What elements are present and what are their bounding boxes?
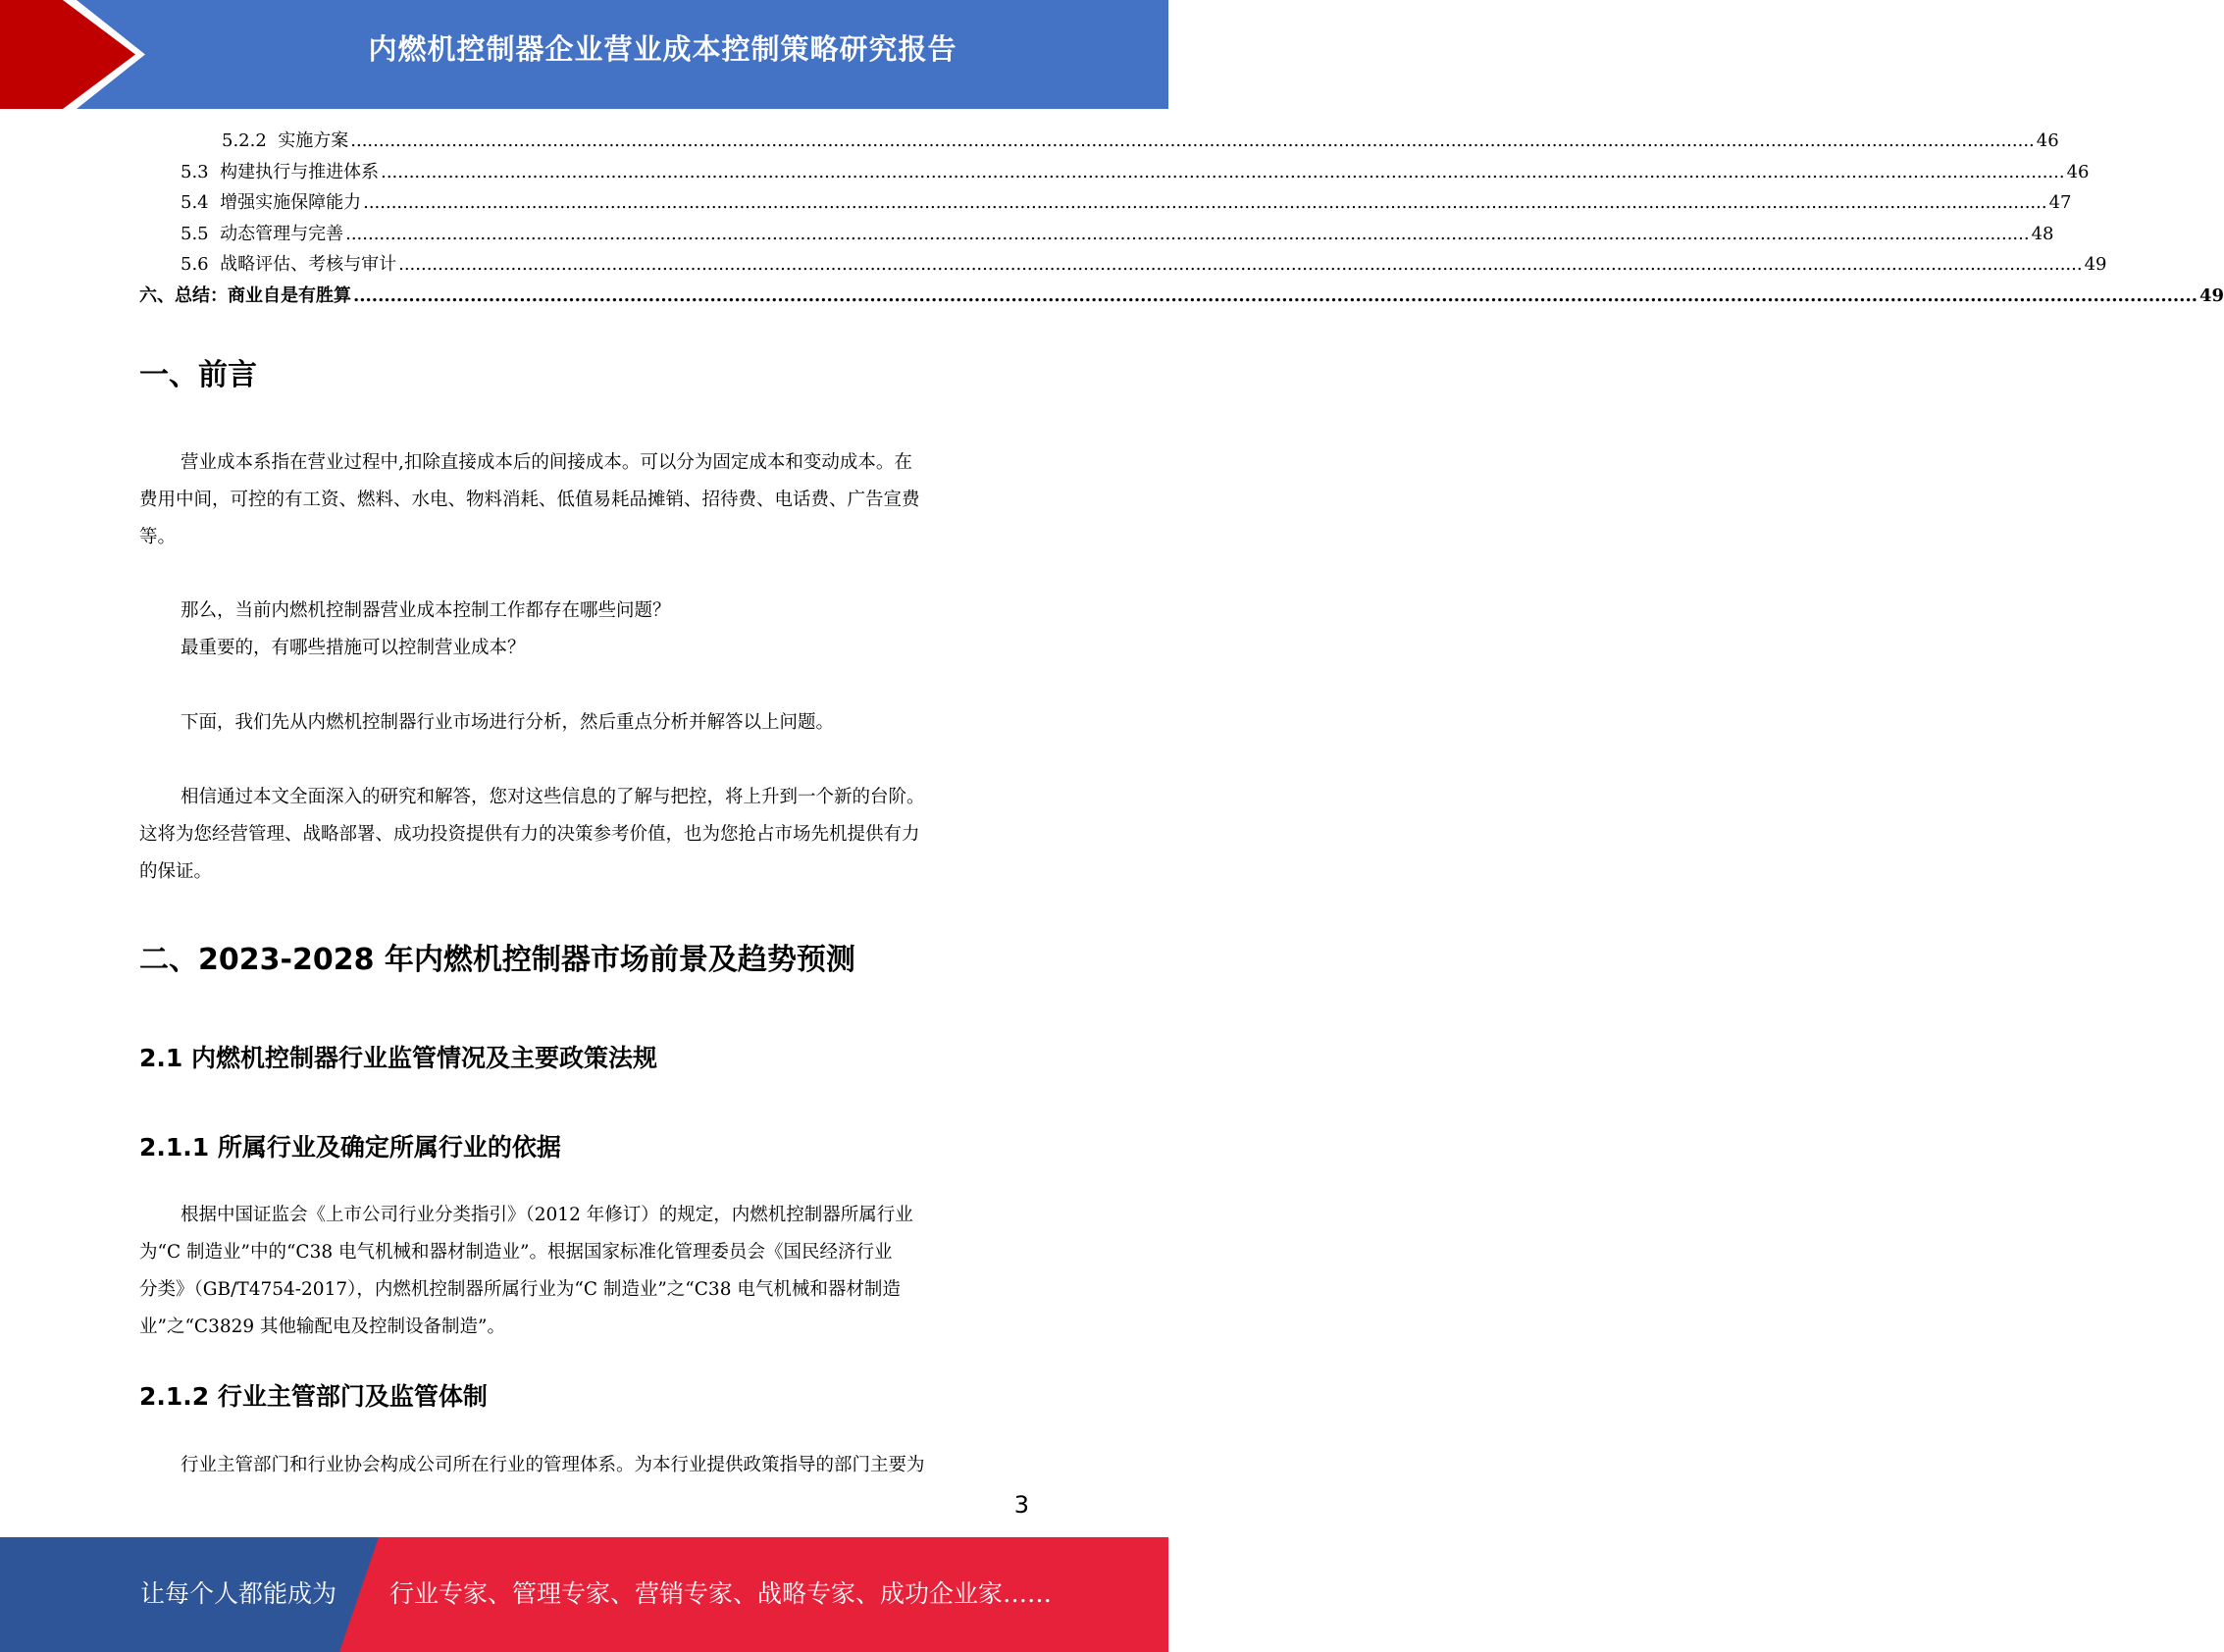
toc-entry[interactable] [139, 249, 2107, 281]
page-number: 3 [1013, 1491, 1029, 1519]
toc-entry-label: 构建执行与推进体系 [220, 161, 380, 182]
toc-entry[interactable] [139, 281, 2224, 312]
toc-entry[interactable] [139, 157, 2090, 188]
footer-slogan-right: 行业专家、管理专家、营销专家、战略专家、成功企业家…… [389, 1579, 1053, 1608]
text-line: 费用中间，可控的有工资、燃料、水电、物料消耗、低值易耗品摊销、招待费、电话费、广告宣费 [139, 490, 920, 510]
toc-leader-dots: ............................................................................................................................................................................................................................................................................................................ [381, 161, 2065, 182]
text-line: 这将为您经营管理、战略部署、成功投资提供有力的决策参考价值，也为您抢占市场先机提供有力 [139, 824, 920, 845]
paragraph-preface-3 [139, 704, 1028, 742]
footer-slogan-left: 让每个人都能成为 [140, 1579, 337, 1608]
page-header [0, 0, 1168, 109]
subsection-heading-2-1-1: 2.1.1 所属行业及确定所属行业的依据 [139, 1133, 561, 1162]
toc-entry-label: 增强实施保障能力 [220, 192, 362, 213]
toc-entry-number: 5.3 [181, 161, 209, 182]
subsection-heading-2-1: 2.1 内燃机控制器行业监管情况及主要政策法规 [139, 1044, 657, 1072]
toc-entry-spacer [209, 219, 220, 250]
toc-entry-label: 实施方案 [278, 130, 349, 151]
toc-leader-dots: ............................................................................................................................................................................................................................................................................................................ [363, 192, 2047, 213]
text-line: 相信通过本文全面深入的研究和解答，您对这些信息的了解与把控，将上升到一个新的台阶。 [181, 787, 925, 807]
toc-leader-dots: ............................................................................................................................................................................................................................................................................................................ [353, 284, 2198, 306]
toc-entry-label: 战略评估、考核与审计 [220, 254, 397, 275]
paragraph-preface-2 [139, 593, 1028, 667]
text-line: 的保证。 [139, 861, 213, 882]
toc-entry-label: 动态管理与完善 [220, 223, 344, 244]
subsection-heading-2-1-2: 2.1.2 行业主管部门及监管体制 [139, 1382, 488, 1411]
text-line: 为“C 制造业”中的“C38 电气机械和器材制造业”。根据国家标准化管理委员会《国民经济行业 [139, 1242, 893, 1263]
text-line: 那么，当前内燃机控制器营业成本控制工作都存在哪些问题？ [181, 600, 671, 621]
toc-entry[interactable] [139, 187, 2072, 219]
toc-entry[interactable] [139, 219, 2054, 250]
toc-leader-dots: ............................................................................................................................................................................................................................................................................................................ [350, 130, 2035, 151]
toc-entry-number: 5.2.2 [222, 130, 267, 151]
toc-entry-label: 总结：商业自是有胜算 [175, 284, 351, 306]
text-line: 等。 [139, 527, 177, 547]
toc-entry-page: 46 [2066, 161, 2090, 182]
toc-entry[interactable] [139, 126, 2059, 157]
toc-entry-spacer [209, 187, 220, 219]
text-line: 最重要的，有哪些措施可以控制营业成本？ [181, 638, 526, 658]
table-of-contents [139, 126, 2224, 311]
text-line: 营业成本系指在营业过程中,扣除直接成本后的间接成本。可以分为固定成本和变动成本。在 [181, 452, 912, 473]
header-arrow-decoration [0, 0, 167, 109]
paragraph-industry-classification [139, 1197, 1028, 1346]
toc-leader-dots: ............................................................................................................................................................................................................................................................................................................ [398, 254, 2083, 275]
toc-entry-spacer [209, 157, 220, 188]
header-title: 内燃机控制器企业营业成本控制策略研究报告 [368, 32, 957, 66]
toc-entry-page: 47 [2048, 192, 2072, 213]
toc-entry-page: 49 [2198, 284, 2224, 306]
paragraph-preface-4 [139, 779, 1028, 891]
toc-entry-page: 48 [2031, 223, 2054, 244]
toc-entry-spacer [209, 249, 220, 281]
section-heading-market-outlook: 二、2023-2028 年内燃机控制器市场前景及趋势预测 [139, 943, 855, 977]
toc-entry-page: 49 [2084, 254, 2107, 275]
text-line: 行业主管部门和行业协会构成公司所在行业的管理体系。为本行业提供政策指导的部门主要为 [181, 1455, 925, 1475]
text-line: 根据中国证监会《上市公司行业分类指引》（2012 年修订）的规定，内燃机控制器所属行业 [181, 1205, 913, 1225]
toc-entry-spacer [267, 126, 278, 157]
toc-entry-number: 5.5 [181, 223, 209, 244]
paragraph-regulatory-authority [139, 1447, 1028, 1484]
toc-leader-dots: ............................................................................................................................................................................................................................................................................................................ [345, 223, 2030, 244]
toc-entry-page: 46 [2036, 130, 2059, 151]
toc-entry-number: 5.6 [181, 254, 209, 275]
section-heading-preface: 一、前言 [139, 358, 257, 392]
page-footer [0, 1537, 1168, 1652]
text-line: 业”之“C3829 其他输配电及控制设备制造”。 [139, 1316, 505, 1337]
text-line: 分类》（GB/T4754-2017），内燃机控制器所属行业为“C 制造业”之“C38 电气机械和器材制造 [139, 1279, 901, 1300]
paragraph-preface-1 [139, 444, 1028, 556]
toc-entry-number: 5.4 [181, 192, 209, 213]
text-line: 下面，我们先从内燃机控制器行业市场进行分析，然后重点分析并解答以上问题。 [181, 712, 835, 733]
toc-entry-number: 六、 [139, 284, 175, 306]
